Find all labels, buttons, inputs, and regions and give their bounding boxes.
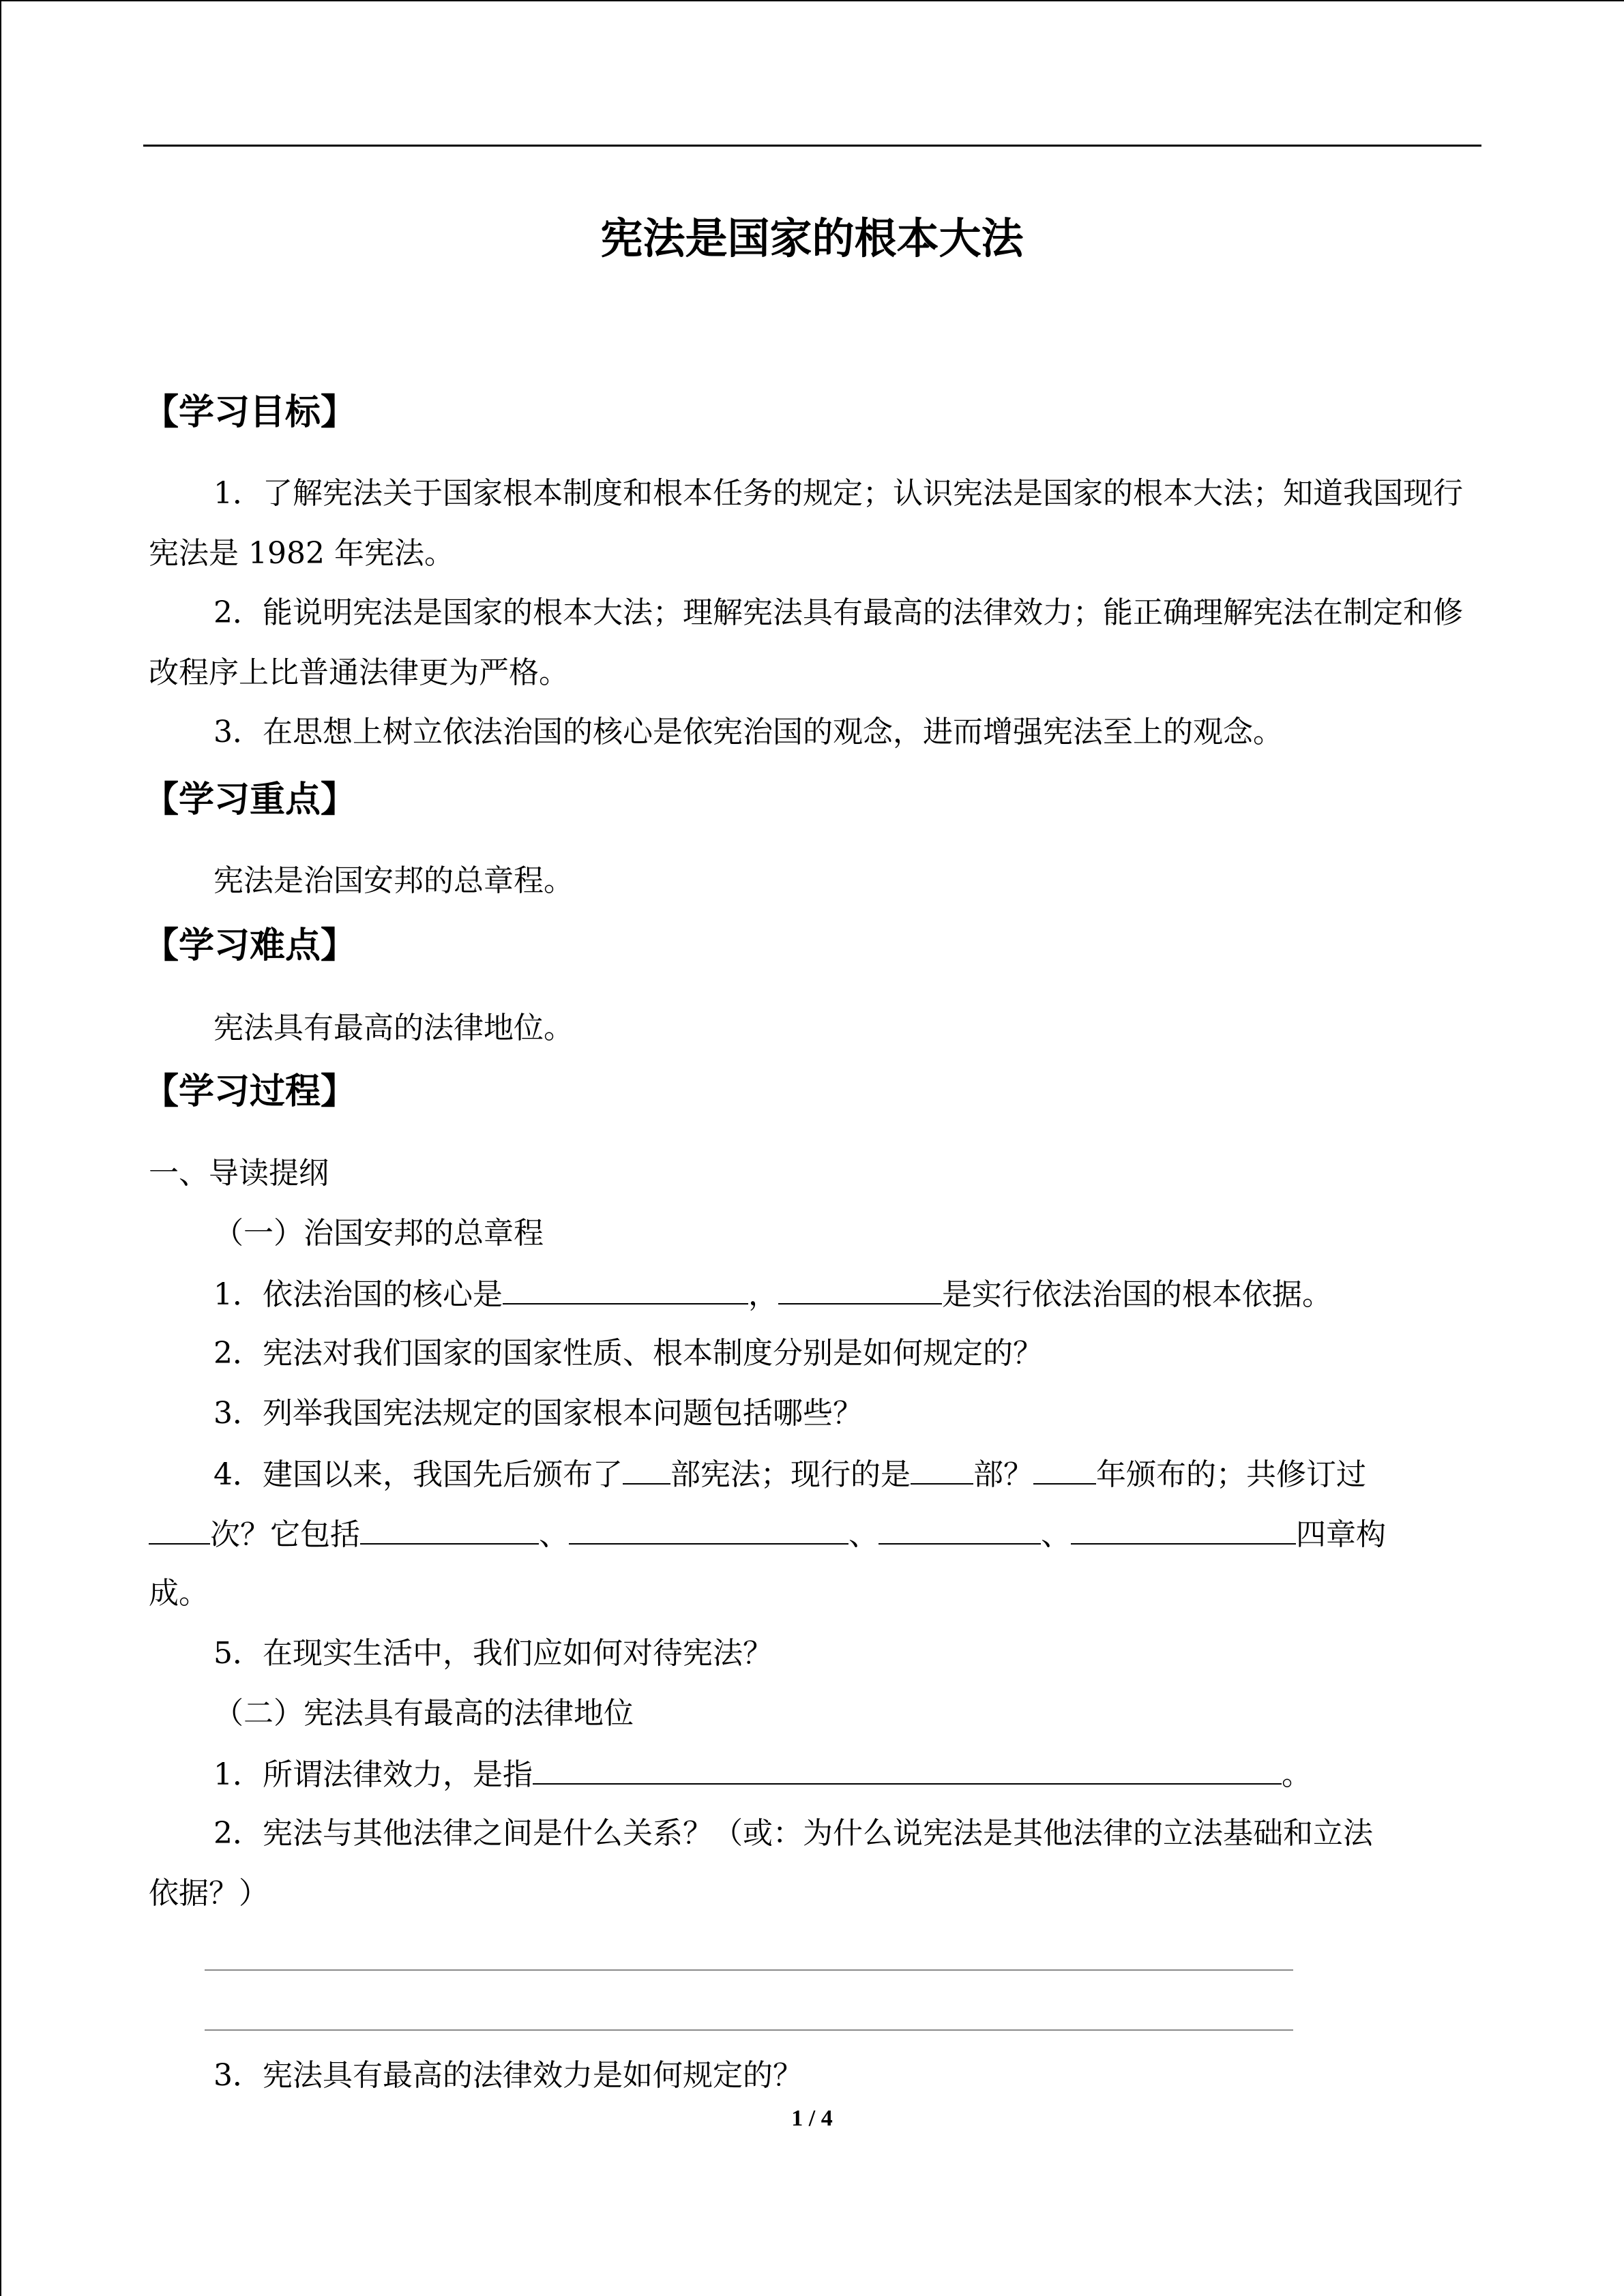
q4-text-c: 部？ <box>973 1457 1033 1492</box>
answer-line-1[interactable] <box>205 1969 1293 1971</box>
q4-text-b: 部宪法；现行的是 <box>670 1457 911 1492</box>
part2-question-2-line1: 2．宪法与其他法律之间是什么关系？（或：为什么说宪法是其他法律的立法基础和立法 <box>213 1816 1373 1851</box>
difficulty-heading: 【学习难点】 <box>143 925 357 966</box>
q4-text-d: 年颁布的；共修订过 <box>1096 1457 1366 1492</box>
q1-text-c: 是实行依法治国的根本依据。 <box>942 1277 1332 1312</box>
document-title: 宪法是国家的根本大法 <box>600 213 1024 263</box>
q4-blank-year[interactable] <box>1033 1453 1096 1485</box>
page-number: 1 / 4 <box>791 2106 833 2131</box>
q4-blank-chapter-3[interactable] <box>879 1513 1041 1545</box>
part2-title: （二）宪法具有最高的法律地位 <box>213 1696 634 1731</box>
q1-blank-2[interactable] <box>778 1273 942 1304</box>
q1-blank-1[interactable] <box>503 1273 748 1304</box>
q1-text-a: 1．依法治国的核心是 <box>213 1277 503 1312</box>
q4-blank-revisions[interactable] <box>149 1513 210 1545</box>
p2q1-text-b: 。 <box>1282 1757 1312 1792</box>
q4-blank-chapter-4[interactable] <box>1071 1513 1296 1545</box>
answer-line-2[interactable] <box>205 2029 1293 2031</box>
q4-blank-current[interactable] <box>911 1453 973 1485</box>
p2q1-text-a: 1．所谓法律效力，是指 <box>213 1757 533 1792</box>
process-heading: 【学习过程】 <box>143 1071 357 1112</box>
key-point-heading: 【学习重点】 <box>143 779 357 820</box>
q4-text-g: 、 <box>848 1517 879 1552</box>
q4-text-i: 四章构 <box>1296 1517 1386 1552</box>
part1-question-3: 3．列举我国宪法规定的国家根本问题包括哪些？ <box>213 1396 863 1431</box>
outline-title: 一、导读提纲 <box>149 1156 329 1191</box>
difficulty-text: 宪法具有最高的法律地位。 <box>213 1011 574 1045</box>
objective-item-1: 1．了解宪法关于国家根本制度和根本任务的规定；认识宪法是国家的根本大法；知道我国现行宪法是 1982 年宪法。 <box>149 476 1463 571</box>
part1-question-4-line2 <box>149 1513 1386 1555</box>
part2-question-2-line2: 依据？） <box>149 1876 269 1911</box>
objective-item-3: 3．在思想上树立依法治国的核心是依宪治国的观念，进而增强宪法至上的观念。 <box>213 715 1283 749</box>
p2q1-blank[interactable] <box>533 1753 1282 1785</box>
q4-blank-chapter-2[interactable] <box>569 1513 848 1545</box>
part2-question-1 <box>213 1753 1312 1795</box>
part1-question-2: 2．宪法对我们国家的国家性质、根本制度分别是如何规定的？ <box>213 1336 1043 1371</box>
q4-text-a: 4．建国以来，我国先后颁布了 <box>213 1457 623 1492</box>
header-rule <box>143 145 1481 147</box>
q4-text-h: 、 <box>1041 1517 1071 1552</box>
part1-question-4-line1 <box>213 1453 1366 1495</box>
q4-text-e: 次？它包括 <box>210 1517 360 1552</box>
q4-blank-count[interactable] <box>623 1453 670 1485</box>
objectives-heading: 【学习目标】 <box>143 392 357 433</box>
q4-text-f: 、 <box>539 1517 569 1552</box>
part1-question-1 <box>213 1273 1332 1315</box>
part1-title: （一）治国安邦的总章程 <box>213 1216 544 1251</box>
key-point-text: 宪法是治国安邦的总章程。 <box>213 863 574 898</box>
part2-question-3: 3．宪法具有最高的法律效力是如何规定的？ <box>213 2058 803 2093</box>
q1-text-b: ， <box>748 1277 778 1312</box>
objective-item-2: 2．能说明宪法是国家的根本大法；理解宪法具有最高的法律效力；能正确理解宪法在制定和修改程序上比普通法律更为严格。 <box>149 595 1463 690</box>
part1-question-5: 5．在现实生活中，我们应如何对待宪法？ <box>213 1636 773 1671</box>
part1-question-4-line3: 成。 <box>149 1576 209 1611</box>
q4-blank-chapter-1[interactable] <box>360 1513 539 1545</box>
